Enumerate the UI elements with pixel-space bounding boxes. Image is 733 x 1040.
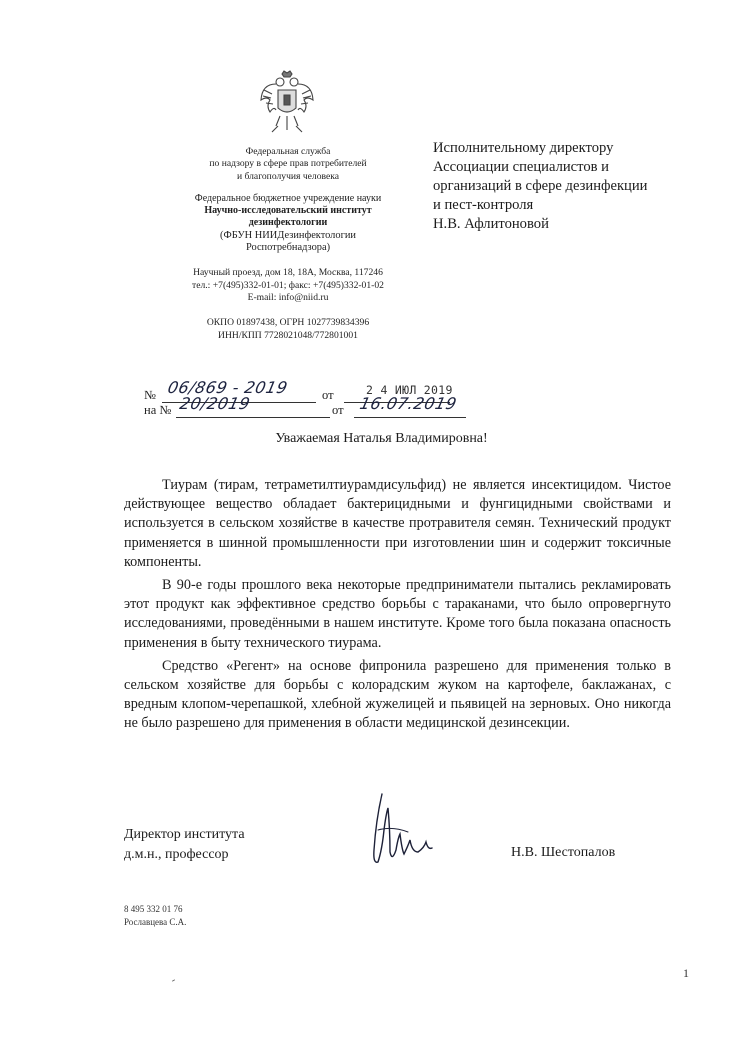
addressee-line3: организаций в сфере дезинфекции	[433, 178, 648, 194]
addressee-block	[433, 139, 723, 234]
addressee-line5: Н.В. Афлитоновой	[433, 216, 549, 232]
org-abbr-line2: Роспотребнадзора)	[245, 242, 331, 254]
paragraph: Средство «Регент» на основе фипронила разрешено для применения только в сельском хозяйстве для борьбы с колорадским жуком на картофеле, баклажанах, с вредным клопом-черепашкой, хлебной жужелицей и пьявицей на зерновых. Оно никогда не было разрешено для применения в области медицинской дезинсекции.	[124, 657, 671, 732]
org-phone: тел.: +7(495)332-01-01; факс: +7(495)332-01-02	[192, 279, 384, 291]
org-email: E-mail: info@niid.ru	[247, 291, 329, 303]
incoming-number-label: на №	[144, 403, 172, 417]
org-abbr-line1: (ФБУН НИИДезинфектологии	[220, 229, 356, 241]
incoming-date-label: от	[332, 403, 344, 417]
page-number: 1	[683, 966, 689, 980]
paragraph: Тиурам (тирам, тетраметилтиурамдисульфид) не является инсектицидом. Чистое действующее вещество обладает бактерицидными и фунгицидными свойствами и используется в сельском хозяйстве в качестве протравителя семян. Технический продукт применяется в шинной промышленности при изготовлении шин и содержит токсичные компоненты.	[124, 477, 671, 570]
salutation: Уважаемая Наталья Владимировна!	[275, 431, 488, 446]
signatory-title	[124, 825, 245, 865]
signatory-title-line1: Директор института	[124, 827, 245, 842]
addressee-line4: и пест-контроля	[433, 197, 534, 213]
addressee-line1: Исполнительному директору	[433, 140, 614, 156]
executor-name: Рославцева С.А.	[124, 917, 187, 927]
letter-body	[124, 476, 671, 738]
org-address: Научный проезд, дом 18, 18А, Москва, 117246	[193, 267, 383, 279]
org-institute-line2: дезинфектологии	[248, 217, 328, 229]
handwritten-signature-icon	[368, 790, 438, 880]
scan-speck	[172, 979, 175, 981]
org-service-line2: по надзору в сфере прав потребителей	[209, 158, 367, 170]
organization-header	[150, 146, 426, 342]
addressee-line2: Ассоциации специалистов и	[433, 159, 609, 175]
org-service-line1: Федеральная служба	[245, 146, 331, 157]
executor-phone: 8 495 332 01 76	[124, 904, 183, 914]
executor-info	[124, 903, 186, 929]
outgoing-number-handwritten: 06/869 - 2019	[165, 378, 290, 397]
org-codes-line2: ИНН/КПП 7728021048/772801001	[218, 329, 358, 341]
outgoing-date-stamp: 2 4 ИЮЛ 2019	[366, 383, 453, 397]
outgoing-number-label: №	[144, 388, 156, 402]
org-codes-line1: ОКПО 01897438, ОГРН 1027739834396	[206, 317, 370, 329]
incoming-date-handwritten: 16.07.2019	[357, 394, 459, 413]
org-service-line3: и благополучия человека	[236, 170, 340, 182]
paragraph: В 90-е годы прошлого века некоторые предприниматели пытались рекламировать этот продукт как эффективное средство борьбы с тараканами, что было опровергнуто исследованиями, проведёнными в нашем институте. Кроме того была показана опасность применения в быту технического тиурама.	[124, 577, 671, 651]
signatory-name: Н.В. Шестопалов	[511, 845, 616, 860]
incoming-number-handwritten: 20/2019	[177, 394, 252, 413]
signatory-title-line2: д.м.н., профессор	[124, 847, 229, 862]
outgoing-date-label: от	[322, 388, 334, 402]
coat-of-arms-emblem-icon	[258, 70, 316, 136]
org-institute-line1: Научно-исследовательский институт	[204, 205, 372, 217]
org-fbu-line: Федеральное бюджетное учреждение науки	[194, 192, 382, 204]
